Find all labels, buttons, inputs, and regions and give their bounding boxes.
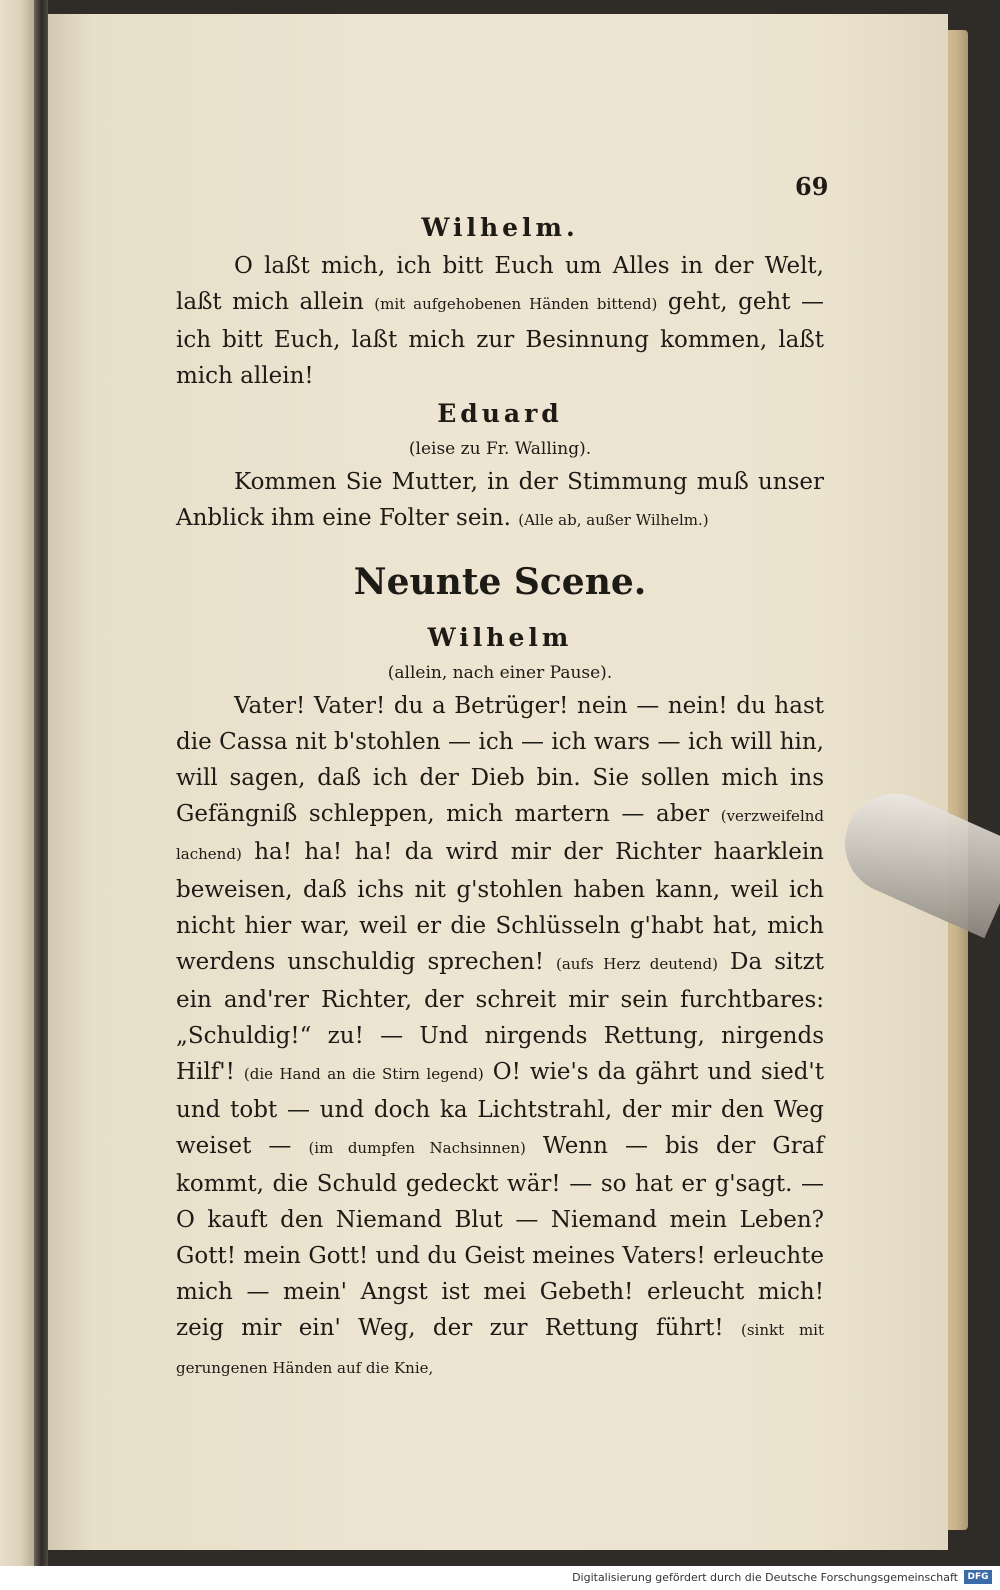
dfg-logo-icon: DFG xyxy=(964,1570,992,1584)
dialogue-text: Vater! Vater! du a Betrüger! nein — nein! du hast die Cassa nit b'stohlen — ich — ich wars — ich will hin, will sagen, daß ich der Dieb bin. Sie sollen mich ins Gefängniß schleppen, mich martern — aber xyxy=(176,693,824,827)
page-text xyxy=(176,208,824,1386)
footer-credit: Digitalisierung gefördert durch die Deutsche Forschungsgemeinschaft xyxy=(572,1571,958,1584)
footer-bar xyxy=(0,1566,1000,1590)
stage-direction-inline: (mit aufgehobenen Händen bittend) xyxy=(374,295,658,313)
stage-direction-inline: (verzweifelnd lachend) xyxy=(176,807,824,863)
dialogue-text: O laßt mich, ich bitt Euch um Alles in der Welt, laßt mich allein xyxy=(176,253,824,315)
page-number: 69 xyxy=(795,172,829,201)
dialogue-text: ha! ha! ha! da wird mir der Richter haarklein beweisen, daß ichs nit g'stohlen haben kann, weil ich nicht hier war, weil er die Schlüsseln g'habt hat, mich werdens unschuldig sprechen! xyxy=(176,839,824,975)
dialogue-text: Wenn — bis der Graf kommt, die Schuld gedeckt wär! — so hat er g'sagt. — O kauft den Niemand Blut — Niemand mein Leben? Gott! mein Gott! und du Geist meines Vaters! erleuchte mich — mein' Angst ist mei Gebeth! erleucht mich! zeig mir ein' Weg, der zur Rettung führt! xyxy=(176,1133,824,1341)
stage-direction-inline: (sinkt mit gerungenen Händen auf die Knie, xyxy=(176,1321,824,1377)
stage-direction-inline: (im dumpfen Nachsinnen) xyxy=(308,1139,526,1157)
stage-direction-inline: (die Hand an die Stirn legend) xyxy=(243,1065,484,1083)
dialogue-text: Da sitzt ein and'rer Richter, der schreit mir sein furchtbares: „Schuldig!“ zu! — Und nirgends Rettung, nirgends Hilf'! xyxy=(176,949,824,1085)
left-page-edge xyxy=(0,0,34,1566)
dialogue-paragraph xyxy=(176,688,824,1386)
book-gutter xyxy=(34,0,48,1566)
speaker-name: Wilhelm xyxy=(427,623,573,652)
speaker-name: Eduard xyxy=(437,399,563,428)
dialogue-text: O! wie's da gährt und sied't und tobt — und doch ka Lichtstrahl, der mir den Weg weiset — xyxy=(176,1059,824,1159)
stage-direction: (allein, nach einer Pause). xyxy=(387,663,613,683)
dialogue-text: geht, geht — ich bitt Euch, laßt mich zur Besinnung kommen, laßt mich allein! xyxy=(176,289,825,389)
stage-direction: (leise zu Fr. Walling). xyxy=(408,439,592,459)
scene-heading: Neunte Scene. xyxy=(353,561,647,603)
dialogue-paragraph xyxy=(176,464,824,538)
speaker-name: Wilhelm. xyxy=(421,213,579,242)
stage-direction-inline: (aufs Herz deutend) xyxy=(556,955,718,973)
dialogue-paragraph xyxy=(176,248,824,394)
dialogue-text: Kommen Sie Mutter, in der Stimmung muß unser Anblick ihm eine Folter sein. xyxy=(176,469,824,531)
stage-direction-inline: (Alle ab, außer Wilhelm.) xyxy=(518,511,709,529)
